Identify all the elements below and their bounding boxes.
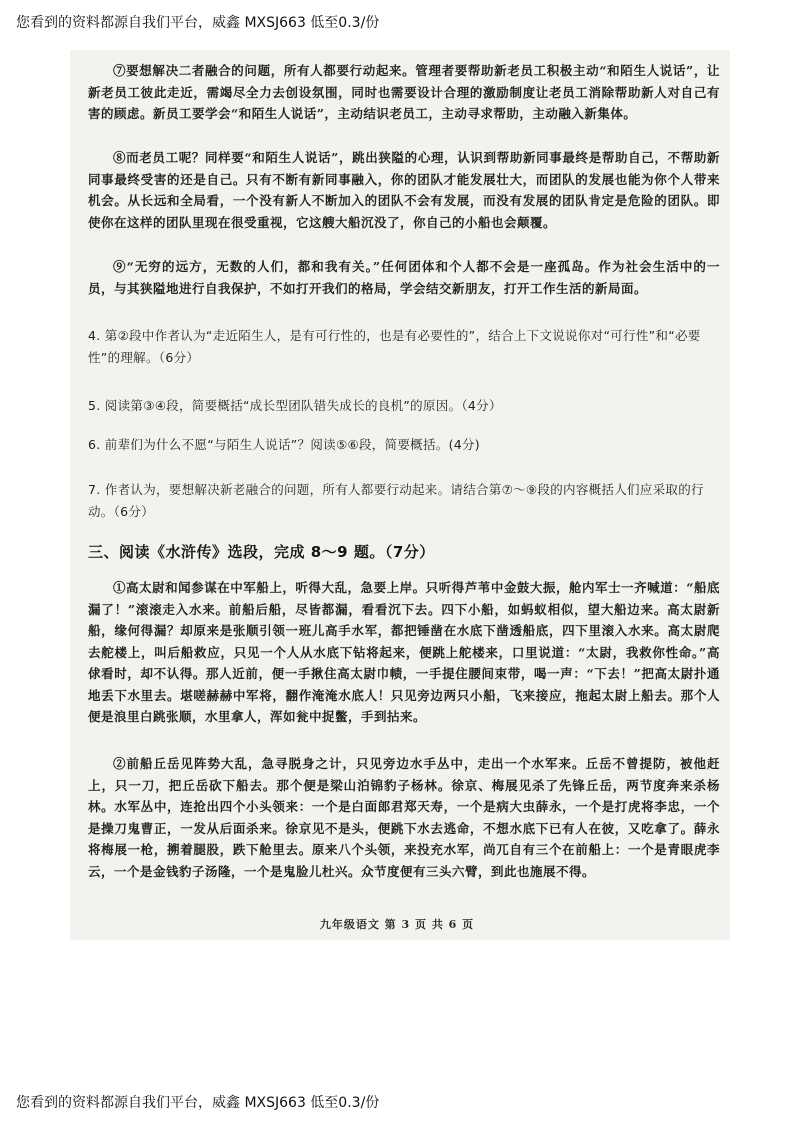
question-7: 7. 作者认为，要想解决新老融合的问题，所有人都要行动起来。请结合第⑦～⑨段的内容概括人们应采取的行动。（6分）: [88, 482, 704, 519]
top-watermark-banner: 您看到的资料都源自我们平台，威鑫 MXSJ663 低至0.3/份: [16, 15, 380, 31]
paragraph-9: ⑨“无穷的远方，无数的人们，都和我有关。”任何团体和个人都不会是一座孤岛。作为社会生活中的一员，与其狭隘地进行自我保护，不如打开我们的格局，学会结交新朋友，打开工作生活的新局面。: [88, 259, 720, 296]
paragraph-7: ⑦要想解决二者融合的问题，所有人都要行动起来。管理者要帮助新老员工积极主动“和陌生人说话”，让新老员工彼此走近，需竭尽全力去创设氛围，同时也需要设计合理的激励制度让老员工消除帮助新人对自己有害的顾虑。新员工要学会“和陌生人说话”，主动结识老员工，主动寻求帮助，主动融入新集体。: [88, 63, 720, 121]
story-paragraph-1: ①高太尉和闻参谋在中军船上，听得大乱，急要上岸。只听得芦苇中金鼓大振，舱内军士一齐喊道：“船底漏了！”滚滚走入水来。前船后船，尽皆都漏，看看沉下去。四下小船，如蚂蚁相似，望大船边来。高太尉新船，缘何得漏？却原来是张顺引领一班儿高手水军，都把锤凿在水底下凿透船底，四下里滚入水来。高太尉爬去舵楼上，叫后船救应，只见一个人从水底下钻将起来，便跳上舵楼来，口里说道：“太尉，我救你性命。”高俅看时，却不认得。那人近前，便一手揪住高太尉巾帻，一手提住腰间束带，喝一声：“下去！”把高太尉扑通地丢下水里去。堪嗟赫赫中军将，翻作淹淹水底人！只见旁边两只小船，飞来接应，拖起太尉上船去。那个人便是浪里白跳张顺，水里拿人，浑如瓮中捉鳖，手到拈来。: [88, 580, 720, 724]
section-title: 三、阅读《水浒传》选段，完成 8～9 题。（7分）: [88, 543, 435, 561]
question-4: 4. 第②段中作者认为“走近陌生人，是有可行性的，也是有必要性的”，结合上下文说说你对“可行性”和“必要性”的理解。（6分）: [88, 328, 701, 365]
page-footer: 九年级语文 第 3 页 共 6 页: [319, 918, 475, 931]
story-paragraph-2: ②前船丘岳见阵势大乱，急寻脱身之计，只见旁边水手丛中，走出一个水军来。丘岳不曾提防，被他赶上，只一刀，把丘岳砍下船去。那个便是梁山泊锦豹子杨林。徐京、梅展见杀了先锋丘岳，两节度奔来杀杨林。水军丛中，连抢出四个小头领来：一个是白面郎君郑天寿，一个是病大虫薛永，一个是打虎将李忠，一个是操刀鬼曹正，一发从后面杀来。徐京见不是头，便跳下水去逃命，不想水底下已有人在彼，又吃拿了。薛永将梅展一枪，搠着腿股，跌下舱里去。原来八个头领，来投充水军，尚兀自有三个在前船上：一个是青眼虎李云，一个是金钱豹子汤隆，一个是鬼脸儿杜兴。众节度便有三头六臂，到此也施展不得。: [88, 756, 720, 879]
question-6: 6. 前辈们为什么不愿“与陌生人说话”？阅读⑤⑥段，简要概括。(4分): [88, 437, 480, 452]
bottom-watermark-banner: 您看到的资料都源自我们平台，威鑫 MXSJ663 低至0.3/份: [16, 1095, 380, 1111]
question-5: 5. 阅读第③④段，简要概括“成长型团队错失成长的良机”的原因。（4分）: [88, 398, 502, 413]
paragraph-8: ⑧而老员工呢？同样要“和陌生人说话”，跳出狭隘的心理，认识到帮助新同事最终是帮助自己，不帮助新同事最终受害的还是自己。只有不断有新同事融入，你的团队才能发展壮大，而团队的发展也能为你个人带来机会。从长远和全局看，一个没有新人不断加入的团队不会有发展，而没有发展的团队肯定是危险的团队。即使你在这样的团队里现在很受重视，它这艘大船沉没了，你自己的小船也会颠覆。: [88, 150, 720, 230]
